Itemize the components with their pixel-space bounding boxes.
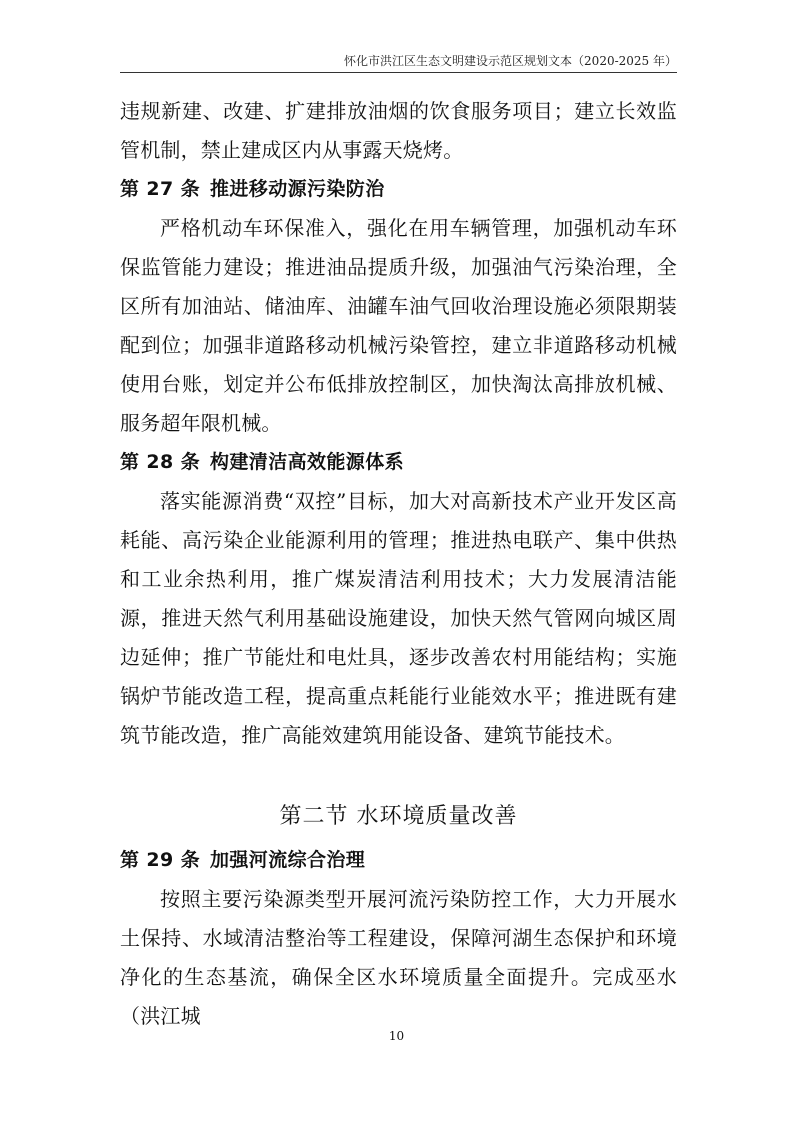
article-29-title: 加强河流综合治理 [210, 849, 366, 871]
page-number: 10 [388, 1029, 405, 1043]
article-29-number: 第 29 条 [120, 849, 201, 871]
article-28-number: 第 28 条 [120, 451, 201, 473]
article-29-body: 按照主要污染源类型开展河流污染防控工作，大力开展水土保持、水域清洁整治等工程建设，保障河湖生态保护和环境净化的生态基流，确保全区水环境质量全面提升。完成巫水（洪江城 [120, 887, 677, 1028]
section-heading: 第二节 水环境质量改善 [279, 804, 518, 829]
running-header: 怀化市洪江区生态文明建设示范区规划文本（2020-2025 年） [344, 54, 677, 68]
article-28-title: 构建清洁高效能源体系 [210, 451, 405, 473]
document-body [120, 92, 677, 1036]
article-27-body: 严格机动车环保准入，强化在用车辆管理，加强机动车环保监管能力建设；推进油品提质升级，加强油气污染治理，全区所有加油站、储油库、油罐车油气回收治理设施必须限期装配到位；加强非道路移动机械污染管控，建立非道路移动机械使用台账，划定并公布低排放控制区，加快淘汰高排放机械、服务超年限机械。 [120, 216, 677, 435]
article-28-body: 落实能源消费“双控”目标，加大对高新技术产业开发区高耗能、高污染企业能源利用的管理；推进热电联产、集中供热和工业余热利用，推广煤炭清洁利用技术；大力发展清洁能源，推进天然气利用基础设施建设，加快天然气管网向城区周边延伸；推广节能灶和电灶具，逐步改善农村用能结构；实施锅炉节能改造工程，提高重点耗能行业能效水平；推进既有建筑节能改造，推广高能效建筑用能设备、建筑节能技术。 [120, 489, 677, 747]
paragraph-continued: 违规新建、改建、扩建排放油烟的饮食服务项目；建立长效监管机制，禁止建成区内从事露天烧烤。 [120, 99, 677, 162]
header-rule [120, 72, 677, 73]
article-29-heading [120, 841, 677, 880]
article-27-title: 推进移动源污染防治 [210, 178, 385, 200]
article-27-number: 第 27 条 [120, 178, 201, 200]
article-27-heading [120, 170, 677, 209]
article-28-heading [120, 443, 677, 482]
